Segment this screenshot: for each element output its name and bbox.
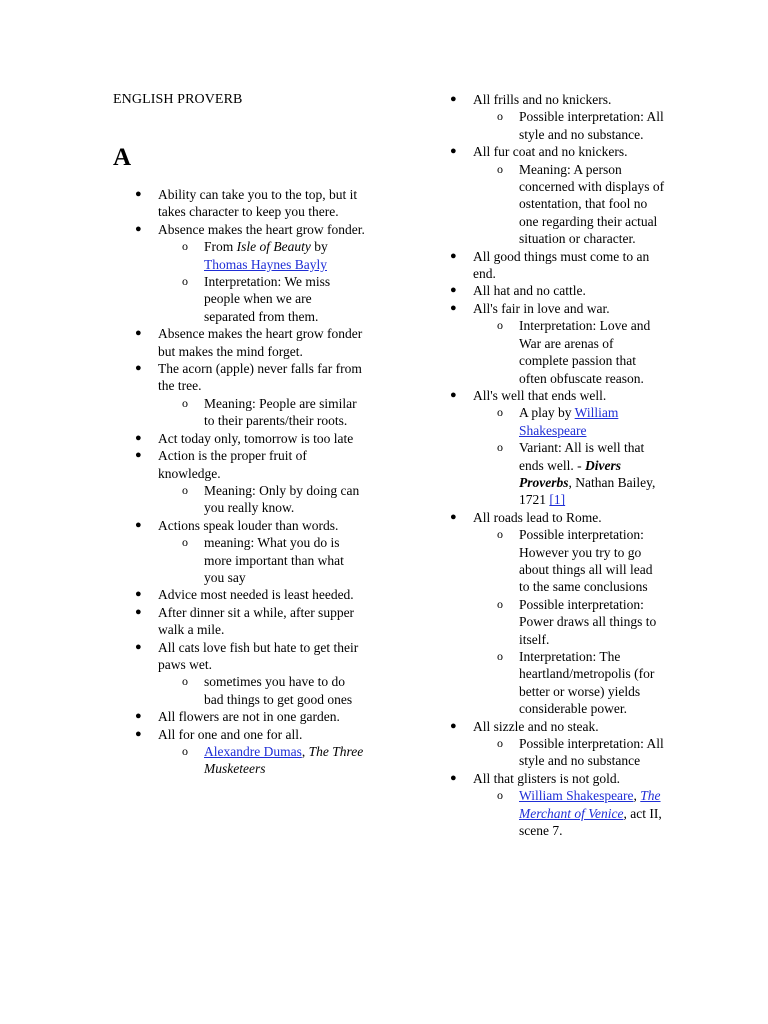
sub-item-text: Interpretation: The heartland/metropolis (for better or worse) yields considerable power. — [519, 649, 655, 717]
sub-item-text: , act II, scene 7. — [519, 805, 662, 839]
reference-link[interactable]: Thomas Haynes Bayly — [204, 256, 327, 272]
proverb-text: All for one and one for all. — [158, 726, 303, 742]
circle-bullet-icon: o — [497, 161, 503, 176]
bullet-icon: ● — [135, 640, 142, 653]
circle-bullet-icon: o — [497, 736, 503, 751]
reference-link[interactable]: [1] — [549, 492, 566, 508]
proverb-text: Ability can take you to the top, but it takes character to keep you there. — [158, 187, 358, 220]
sub-item-text: , Nathan Bailey, 1721 — [519, 474, 656, 508]
reference-link[interactable]: The Merchant of Venice — [519, 788, 661, 821]
sub-item — [473, 404, 665, 439]
circle-bullet-icon: o — [497, 649, 503, 663]
bullet-icon: ● — [135, 431, 142, 444]
sub-list — [473, 735, 665, 770]
sub-item-text: Interpretation: Love and War are arenas of complete passion that often obfuscate reason. — [519, 318, 651, 386]
proverb-item — [110, 726, 365, 778]
proverb-item — [110, 708, 365, 725]
proverb-item — [425, 248, 665, 283]
sub-item-text: Interpretation: We miss people when we are separated from them. — [204, 274, 331, 324]
sub-item-text: Meaning: Only by doing can you really know. — [204, 482, 360, 516]
bullet-icon: ● — [450, 284, 457, 297]
bullet-icon: ● — [135, 188, 142, 200]
sub-item — [473, 161, 665, 248]
sub-item — [158, 273, 365, 325]
proverb-text: Absence makes the heart grow fonder but makes the mind forget. — [158, 326, 363, 359]
sub-item — [473, 787, 665, 839]
document-title: ENGLISH PROVERB — [113, 92, 243, 107]
circle-bullet-icon: o — [497, 788, 503, 803]
proverb-item — [110, 639, 365, 709]
sub-list — [158, 743, 365, 778]
proverb-text: All sizzle and no steak. — [473, 718, 599, 734]
circle-bullet-icon: o — [182, 482, 188, 497]
sub-list — [473, 161, 665, 248]
circle-bullet-icon: o — [182, 744, 188, 758]
bullet-icon: ● — [135, 727, 142, 740]
sub-list — [158, 238, 365, 325]
sub-item-text: Possible interpretation: However you try to go about things all will lead to the same conclusions — [519, 527, 653, 595]
section-letter: A — [113, 144, 132, 171]
proverb-text: All cats love fish but hate to get their paws wet. — [158, 639, 359, 672]
sub-list — [473, 526, 665, 717]
proverb-item — [425, 718, 665, 770]
proverb-list-left — [110, 186, 365, 778]
sub-item — [158, 482, 365, 517]
sub-item — [158, 534, 365, 586]
bullet-icon: ● — [135, 588, 142, 601]
circle-bullet-icon: o — [497, 318, 503, 333]
proverb-item — [110, 586, 365, 603]
reference-link[interactable]: William Shakespeare — [519, 788, 634, 804]
proverb-list-right — [425, 91, 665, 839]
proverb-item — [110, 360, 365, 430]
circle-bullet-icon: o — [497, 440, 503, 455]
sub-list — [158, 534, 365, 586]
sub-item-text: Variant: All is well that ends well. - — [519, 440, 645, 473]
bullet-icon: ● — [450, 93, 457, 105]
bullet-icon: ● — [135, 449, 142, 462]
sub-item-text: , — [633, 788, 641, 804]
sub-item — [158, 673, 365, 708]
proverb-item — [110, 325, 365, 360]
sub-item-text: Meaning: People are similar to their parents/their roots. — [204, 395, 357, 429]
sub-item — [473, 648, 665, 718]
sub-list — [158, 673, 365, 708]
reference-link[interactable]: Alexandre Dumas — [204, 744, 302, 759]
sub-item-text: A play by — [519, 405, 575, 421]
proverb-text: The acorn (apple) never falls far from the tree. — [158, 361, 362, 394]
sub-item — [158, 743, 365, 778]
circle-bullet-icon: o — [182, 535, 188, 550]
sub-list — [158, 482, 365, 517]
sub-item-text: sometimes you have to do bad things to get good ones — [204, 674, 353, 707]
circle-bullet-icon: o — [497, 527, 503, 542]
bullet-icon: ● — [135, 605, 142, 618]
sub-item — [473, 108, 665, 143]
sub-item-text: meaning: What you do is more important than what you say — [204, 535, 344, 585]
sub-item-text: The Three Musketeers — [204, 744, 364, 777]
sub-item-text: Possible interpretation: Power draws all things to itself. — [519, 596, 657, 647]
proverb-item — [110, 447, 365, 517]
proverb-item — [110, 604, 365, 639]
proverb-text: All's well that ends well. — [473, 387, 607, 403]
proverb-text: All that glisters is not gold. — [473, 770, 620, 786]
reference-link[interactable]: William Shakespeare — [519, 405, 619, 438]
bullet-icon: ● — [135, 518, 142, 531]
left-column — [110, 186, 365, 778]
bullet-icon: ● — [450, 771, 457, 784]
proverb-item — [425, 282, 665, 299]
proverb-text: Action is the proper fruit of knowledge. — [158, 448, 307, 481]
sub-item — [473, 317, 665, 387]
sub-list — [473, 787, 665, 839]
proverb-text: All flowers are not in one garden. — [158, 709, 340, 725]
bullet-icon: ● — [450, 388, 457, 401]
circle-bullet-icon: o — [182, 674, 188, 689]
sub-item — [473, 526, 665, 596]
proverb-item — [425, 387, 665, 509]
circle-bullet-icon: o — [497, 596, 503, 611]
proverb-text: All roads lead to Rome. — [473, 509, 602, 525]
circle-bullet-icon: o — [182, 239, 188, 254]
bullet-icon: ● — [450, 145, 457, 158]
sub-item — [158, 238, 365, 273]
sub-item-text: Possible interpretation: All style and no substance. — [519, 109, 664, 142]
circle-bullet-icon: o — [182, 395, 188, 410]
sub-item-text: Meaning: A person concerned with displays of ostentation, that fool no one regarding their actual situation or character. — [519, 161, 665, 247]
bullet-icon: ● — [135, 222, 142, 235]
sub-item-text: From — [204, 239, 237, 255]
proverb-text: All good things must come to an end. — [473, 248, 650, 282]
proverb-item — [425, 143, 665, 247]
sub-item — [473, 596, 665, 648]
proverb-text: Actions speak louder than words. — [158, 517, 339, 533]
proverb-item — [110, 221, 365, 325]
sub-item-text: by — [310, 239, 328, 255]
proverb-item — [110, 517, 365, 587]
proverb-item — [110, 186, 365, 221]
sub-list — [158, 395, 365, 430]
bullet-icon: ● — [450, 301, 457, 314]
bullet-icon: ● — [450, 719, 457, 732]
bullet-icon: ● — [135, 327, 142, 340]
proverb-text: Advice most needed is least heeded. — [158, 587, 354, 603]
sub-item — [158, 395, 365, 430]
bullet-icon: ● — [135, 710, 142, 723]
bullet-icon: ● — [450, 510, 457, 523]
proverb-item — [425, 300, 665, 387]
proverb-item — [110, 430, 365, 447]
proverb-text: All's fair in love and war. — [473, 300, 610, 316]
circle-bullet-icon: o — [497, 405, 503, 420]
proverb-text: All fur coat and no knickers. — [473, 144, 628, 160]
proverb-text: All hat and no cattle. — [473, 283, 586, 299]
bullet-icon: ● — [450, 249, 457, 262]
proverb-text: After dinner sit a while, after supper walk a mile. — [158, 604, 355, 638]
sub-list — [473, 404, 665, 508]
right-column — [425, 91, 665, 839]
circle-bullet-icon: o — [497, 109, 503, 124]
sub-item — [473, 439, 665, 509]
sub-item-text: Isle of Beauty — [236, 239, 311, 255]
sub-list — [473, 108, 665, 143]
sub-item-text: , — [301, 744, 309, 759]
proverb-text: All frills and no knickers. — [473, 92, 612, 107]
proverb-item — [425, 770, 665, 840]
proverb-item — [425, 509, 665, 718]
proverb-item — [425, 91, 665, 143]
sub-item-text: Divers Proverbs — [519, 457, 621, 490]
sub-list — [473, 317, 665, 387]
proverb-text: Act today only, tomorrow is too late — [158, 430, 354, 446]
circle-bullet-icon: o — [182, 274, 188, 289]
proverb-text: Absence makes the heart grow fonder. — [158, 221, 365, 237]
bullet-icon: ● — [135, 362, 142, 375]
sub-item — [473, 735, 665, 770]
sub-item-text: Possible interpretation: All style and no substance — [519, 736, 664, 769]
